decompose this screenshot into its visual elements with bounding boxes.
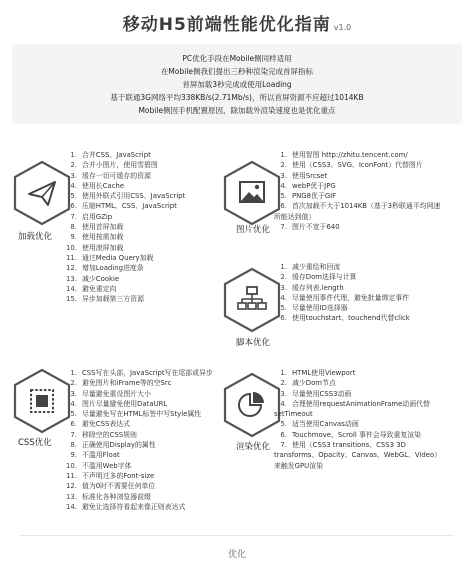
sitemap-icon xyxy=(222,267,282,333)
list-item: 1. 合并CSS、JavaScript xyxy=(70,151,151,159)
list-item: 2. 使用（CSS3、SVG、IconFont）代替图片 xyxy=(280,161,423,170)
list-item: 4. 合理使用requestAnimationFrame动画代替setTimeout xyxy=(274,399,430,419)
summary-line: Mobile侧因手机配置原因，除加载外渲染速度也是优化重点 xyxy=(138,105,336,115)
image-icon xyxy=(222,160,282,226)
script-list xyxy=(274,262,410,324)
list-item: 6. 首次加载不大于1014KB（基于3秒联通平均网速所能达到值） xyxy=(274,202,441,221)
section-label-css: CSS优化 xyxy=(18,438,52,448)
list-item: 5. PNG8优于GIF xyxy=(280,192,337,201)
list-item: 5. 使用外联式引用CSS、JavaScript xyxy=(70,192,186,201)
list-item: 10. 不滥用Web字体 xyxy=(66,461,132,470)
title-row xyxy=(0,10,474,35)
image-list xyxy=(274,150,446,232)
list-item: 12. 增加Loading进度条 xyxy=(66,264,144,273)
list-item: 13. 标准化各种浏览器前缀 xyxy=(66,492,151,501)
footer-label: 优化 xyxy=(227,550,246,560)
list-item: 2. 缓存Dom选择与计算 xyxy=(280,273,357,282)
list-item: 3. 缓存列表.length xyxy=(280,283,344,292)
list-item: 4. 图片尽量避免使用DataURL xyxy=(70,399,168,408)
section-label-image: 图片优化 xyxy=(236,225,271,235)
list-item: 13. 减少Cookie xyxy=(66,274,120,283)
list-item: 3. 尽量避免重设图片大小 xyxy=(70,389,151,398)
list-item: 1. 减少重绘和回流 xyxy=(280,263,341,271)
list-item: 2. 合并小图片，使用雪碧图 xyxy=(70,161,158,170)
render-list xyxy=(274,368,446,471)
section-label-script: 脚本优化 xyxy=(236,338,271,348)
list-item: 4. 尽量使用事件代理，避免批量绑定事件 xyxy=(280,293,410,302)
section-label-render: 渲染优化 xyxy=(236,442,271,452)
section-label-load: 加载优化 xyxy=(18,232,53,242)
list-item: 5. 尽量使用ID选择器 xyxy=(280,304,348,313)
list-item: 1. CSS写在头部，JavaScript写在尾部或异步 xyxy=(70,369,213,377)
list-item: 11. 不声明过多的Font-size xyxy=(66,471,155,480)
load-list xyxy=(64,150,185,304)
list-item: 11. 通过Media Query加载 xyxy=(66,253,154,262)
list-item: 7. 移除空的CSS规则 xyxy=(70,430,137,439)
list-item: 15. 异步加载第三方资源 xyxy=(66,295,145,304)
summary-line: 在Mobile侧我们提出三秒种渲染完成首屏指标 xyxy=(160,66,314,76)
list-item: 5. 尽量避免写在HTML标签中写Style属性 xyxy=(70,410,202,419)
list-item: 2. 避免图片和iFrame等的空Src xyxy=(70,379,172,388)
list-item: 1. HTML使用Viewport xyxy=(280,369,356,377)
image-hexagon xyxy=(222,160,282,226)
list-item: 7. 使用（CSS3 transitions、CSS3 3D transforms、Opacity、Canvas、WebGL、Video）来触发GPU渲染 xyxy=(274,441,442,470)
list-item: 7. 图片不宽于640 xyxy=(280,223,340,232)
list-item: 6. Touchmove、Scroll 事件会导致重复渲染 xyxy=(280,430,422,439)
script-hexagon xyxy=(222,267,282,333)
summary-box xyxy=(12,44,462,124)
list-item: 14. 避免让选择符看起来像正则表达式 xyxy=(66,502,186,511)
paper-plane-icon xyxy=(12,160,72,226)
css-list xyxy=(64,368,213,512)
summary-line: 基于联通3G网络平均338KB/s(2.71Mb/s)，所以首屏资源不应超过1014KB xyxy=(110,92,364,102)
pie-chart-icon xyxy=(222,372,282,438)
footer-divider xyxy=(20,535,454,536)
list-item: 2. 减少Dom节点 xyxy=(280,379,336,388)
list-item: 6. 使用touchstart、touchend代替click xyxy=(280,314,410,323)
list-item: 14. 避免重定向 xyxy=(66,284,117,293)
list-item: 8. 正确使用Display的属性 xyxy=(70,441,156,450)
render-hexagon xyxy=(222,372,282,438)
list-item: 3. 缓存一切可缓存的资源 xyxy=(70,171,151,180)
load-hexagon xyxy=(12,160,72,226)
list-item: 6. 压缩HTML、CSS、JavaScript xyxy=(70,202,177,211)
list-item: 9. 不滥用Float xyxy=(70,451,120,460)
list-item: 7. 启用GZip xyxy=(70,212,113,221)
list-item: 4. 使用长Cache xyxy=(70,181,125,190)
list-item: 12. 值为0时不需要任何单位 xyxy=(66,482,156,491)
stamp-icon xyxy=(12,368,72,434)
list-item: 3. 使用Srcset xyxy=(280,171,328,180)
summary-line: PC优化手段在Mobile侧同样适用 xyxy=(182,53,292,63)
list-item: 3. 尽量使用CSS3动画 xyxy=(280,389,352,398)
list-item: 10. 使用滚屏加载 xyxy=(66,243,124,252)
summary-line: 首屏加载3秒完成或使用Loading xyxy=(182,79,292,89)
list-item: 9. 使用按需加载 xyxy=(70,233,124,242)
list-item: 4. webP优于JPG xyxy=(280,181,336,190)
list-item: 1. 使用智图 http://zhitu.tencent.com/ xyxy=(280,151,408,159)
list-item: 8. 使用首屏加载 xyxy=(70,223,124,232)
list-item: 6. 避免CSS表达式 xyxy=(70,420,131,429)
css-hexagon xyxy=(12,368,72,434)
version-label: v1.0 xyxy=(333,23,352,32)
page-title: 移动H5前端性能优化指南 xyxy=(122,15,331,35)
list-item: 5. 适当使用Canvas动画 xyxy=(280,420,359,429)
